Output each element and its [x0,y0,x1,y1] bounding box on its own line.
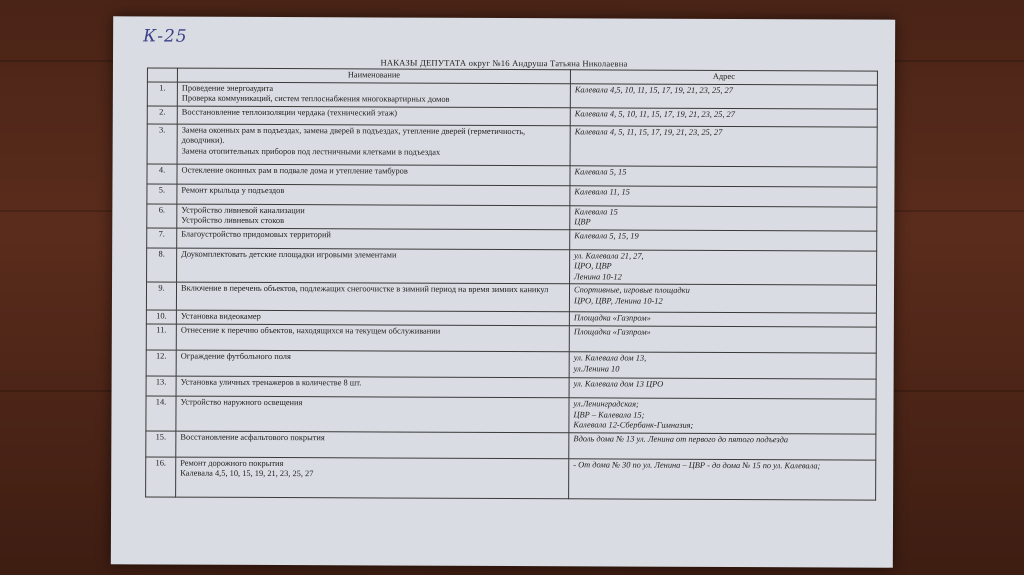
row-name-line: Замена оконных рам в подъездах, замена дверей в подъездах, утепление дверей (герметичность, доводчики). [181,125,526,145]
row-number: 5. [147,183,177,203]
row-name-line: Доукомплектовать детские площадки игровыми элементами [181,249,397,260]
row-address [570,185,877,206]
header-number [147,68,177,82]
row-address-line: ул. Калевала дом 13, [573,353,647,363]
row-address-line: Калевала 4, 5, 11, 15, 17, 19, 21, 23, 25, 27 [574,126,723,137]
row-name-line: Ремонт крыльца у подъездов [181,185,285,195]
row-name-line: Установка видеокамер [180,311,261,321]
row-address-line: ЦВР – Калевала 15; [573,409,645,420]
row-number: 10. [146,310,176,324]
table-row [146,282,876,313]
row-number: 6. [147,203,177,227]
row-address-line: Калевала 4,5, 10, 11, 15, 17, 19, 21, 23, 25, 27 [574,84,733,95]
document-title: НАКАЗЫ ДЕПУТАТА округ №16 Андруша Татьяна Николаевна [380,57,628,69]
row-address-line: Калевала 12-Сбербанк-Гимназия; [573,420,694,430]
row-name [176,431,569,459]
row-name [177,106,570,126]
row-address [570,249,877,285]
row-name [176,350,569,378]
row-address-line: ЦВР [574,217,591,227]
row-name-line: Остекление оконных рам в подвале дома и утепление тамбуров [181,165,408,176]
row-name [177,82,570,108]
row-address [569,378,876,399]
row-address-line: Площадка «Газпром» [573,327,651,337]
header-address: Адрес [570,70,877,85]
row-address [570,205,877,230]
row-number: 14. [146,396,176,431]
row-number: 1. [147,81,177,105]
row-address-line: Площадка «Газпром» [573,313,651,323]
document-sheet [111,16,895,567]
row-number: 13. [146,376,176,396]
table-row [146,350,876,379]
row-address-line: Калевала 5, 15, 19 [574,230,639,241]
row-name [177,164,570,186]
row-number: 16. [146,456,176,496]
row-number: 2. [147,105,177,123]
table-row [147,123,877,166]
table-row [147,247,877,285]
row-name-line: Устройство наружного освещения [180,397,303,408]
row-number: 3. [147,123,177,163]
row-address-line: Вдоль дома № 13 ул. Ленина от первого до пятого подъезда [573,433,789,444]
row-name [176,457,569,499]
row-address-line: - От дома № 30 по ул. Ленина – ЦВР - до дома № 15 по ул. Калевала; [573,459,821,470]
row-number: 8. [147,247,177,282]
row-name [177,204,570,230]
row-name-line: Установка уличных тренажеров в количестве 8 шт. [180,377,362,388]
row-name-line: Ограждение футбольного поля [180,351,291,362]
row-name [176,282,569,312]
row-name [176,324,569,352]
row-address-line: Калевала 15 [574,206,618,217]
row-name-line: Проведение энергоаудита [181,83,274,93]
row-address [570,107,877,126]
row-name-line: Восстановление теплоизоляции чердака (технический этаж) [181,107,398,118]
row-name [176,396,569,432]
row-name-line: Устройство ливневой канализации [181,205,305,215]
row-number: 12. [146,350,176,376]
handwritten-note: К-25 [143,26,188,47]
row-name-line: Замена отопительных приборов под лестничными клетками в подъездах [181,146,441,157]
row-address [569,432,876,459]
row-name-line: Калевала 4,5, 10, 15, 19, 21, 23, 25, 27 [180,468,314,479]
row-name-line: Благоустройство придомовых территорий [181,229,331,239]
orders-table [145,67,878,500]
row-address-line: Калевала 11, 15 [574,186,630,197]
row-address [570,83,877,108]
table-row [147,81,877,108]
row-address-line: ул. Калевала дом 13 ЦРО [573,379,664,389]
row-name [177,248,570,284]
row-name-line: Проверка коммуникаций, систем теплоснабжения многоквартирных домов [181,93,450,104]
row-name [177,124,570,166]
row-address-line: Калевала 4, 5, 10, 11, 15, 17, 19, 21, 23, 25, 27 [574,108,735,119]
row-number: 9. [146,282,176,310]
row-name-line: Восстановление асфальтового покрытия [180,432,325,442]
row-number: 7. [147,227,177,247]
row-address [570,229,877,250]
row-name-line: Устройство ливневых стоков [181,215,285,226]
row-name [176,376,569,398]
header-name: Наименование [177,68,570,83]
row-address [569,458,876,499]
row-address-line: ЦРО, ЦВР [574,261,612,271]
table-row [146,396,876,434]
row-address [570,125,877,166]
table-row [146,324,876,353]
row-name-line: Ремонт дорожного покрытия [180,458,284,468]
row-address-line: ул. Калевала 21, 27, [574,250,644,261]
row-number: 11. [146,324,176,350]
row-name-line: Включение в перечень объектов, подлежащих снегоочистке в зимний период на время зимних каникул [180,283,549,295]
row-name [177,228,570,250]
row-address-line: ул.Ленина 10 [573,363,620,374]
row-address-line: ул.Ленинградская; [573,399,639,409]
table-row [146,430,876,459]
row-address [569,352,876,379]
row-address [569,284,876,313]
row-name-line: Отнесение к перечню объектов, находящихся на текущем обслуживании [180,325,441,336]
table-row [147,203,877,230]
row-number: 15. [146,430,176,456]
row-address [570,165,877,186]
row-address [569,312,876,327]
row-address-line: Спортивные, игровые площадки [573,285,690,295]
row-address [569,398,876,434]
row-address-line: Калевала 5, 15 [574,166,627,177]
row-address-line: ЦРО, ЦВР, Ленина 10-12 [573,295,663,306]
row-address-line: Ленина 10-12 [574,271,622,282]
row-address [569,326,876,353]
row-name [177,184,570,206]
table-row [146,456,876,499]
row-number: 4. [147,163,177,183]
